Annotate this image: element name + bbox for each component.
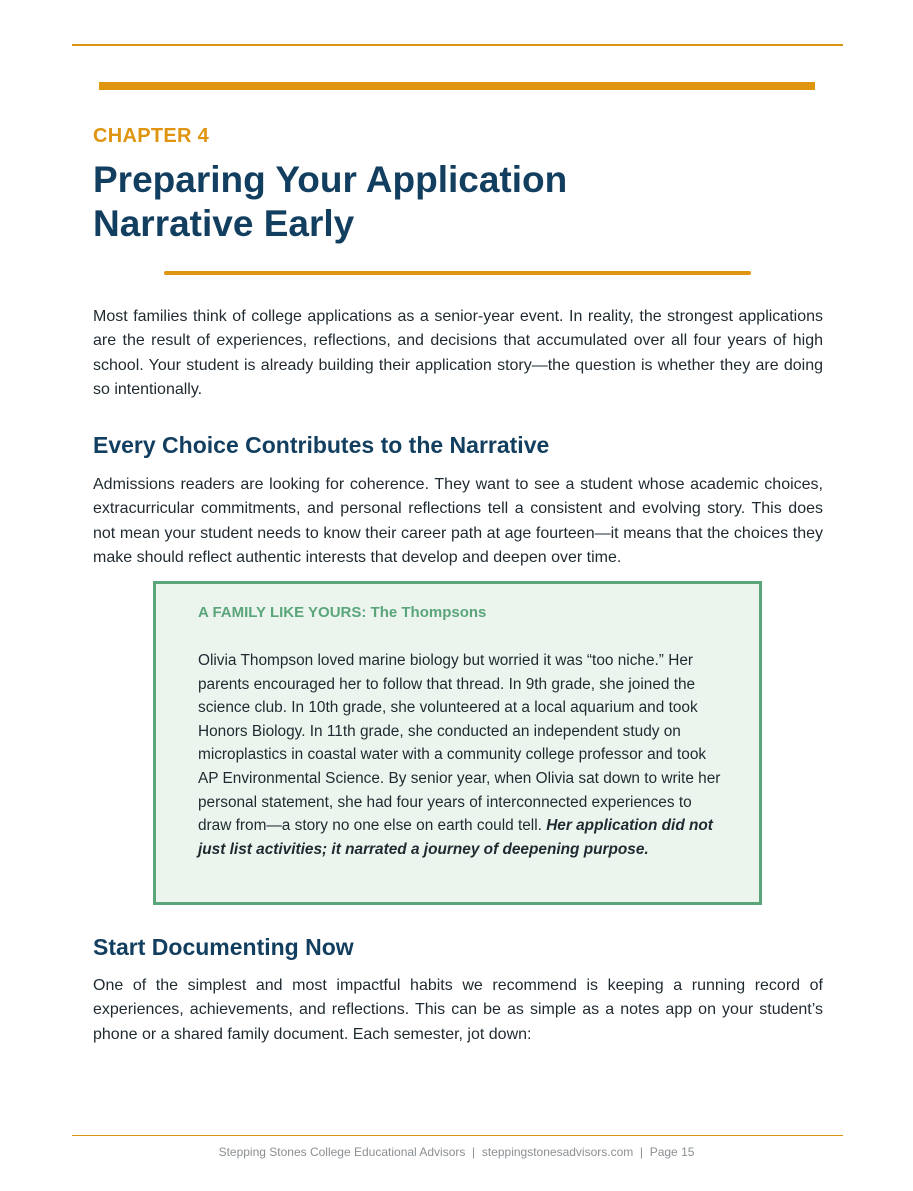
section-heading-choice: Every Choice Contributes to the Narrative bbox=[93, 432, 550, 458]
callout-body bbox=[198, 649, 728, 861]
section-heading-documenting: Start Documenting Now bbox=[93, 934, 354, 960]
callout-story: Olivia Thompson loved marine biology but worried it was “too niche.” Her parents encouraged her to follow that thread. In 9th grade, she joined the science club. In 10th grade, she volunteered at a local aquarium and took Honors Biology. In 11th grade, she conducted an independent study on microplastics in coastal water with a community college professor and took AP Environmental Science. By senior year, when Olivia sat down to write her personal statement, she had four years of interconnected experiences to draw from—a story no one else on earth could tell. bbox=[198, 652, 721, 835]
callout-box bbox=[153, 581, 762, 905]
section-body-documenting: One of the simplest and most impactful habits we recommend is keeping a running record of experiences, achievements, and reflections. This can be as simple as a notes app on your student’s phone or a shared family document. Each semester, jot down: bbox=[93, 977, 823, 1043]
chapter-title-line1: Preparing Your Application bbox=[93, 159, 568, 200]
top-rule bbox=[72, 44, 843, 46]
chapter-label: CHAPTER 4 bbox=[93, 125, 210, 147]
page-footer: Stepping Stones College Educational Advisors | steppingstonesadvisors.com | Page 15 bbox=[218, 1145, 695, 1159]
chapter-title-line2: Narrative Early bbox=[93, 203, 355, 244]
title-underline bbox=[164, 271, 751, 275]
section-body-choice: Admissions readers are looking for coherence. They want to see a student whose academic choices, extracurricular commitments, and personal reflections tell a consistent and evolving story. This does not mean your student needs to know their career path at age fourteen—it means that the choices they make should reflect authentic interests that develop and deepen over time. bbox=[93, 476, 823, 566]
callout-emphasis: Her application did not just list activities; it narrated a journey of deepening purpose. bbox=[198, 817, 713, 858]
chapter-title bbox=[93, 158, 743, 246]
callout-label: A FAMILY LIKE YOURS: The Thompsons bbox=[198, 604, 487, 621]
footer-rule bbox=[72, 1135, 843, 1136]
accent-bar bbox=[99, 82, 815, 90]
intro-paragraph: Most families think of college applications as a senior-year event. In reality, the strongest applications are the result of experiences, reflections, and decisions that accumulated over all four years of high school. Your student is already building their application story—the question is whether they are doing so intentionally. bbox=[93, 308, 823, 398]
